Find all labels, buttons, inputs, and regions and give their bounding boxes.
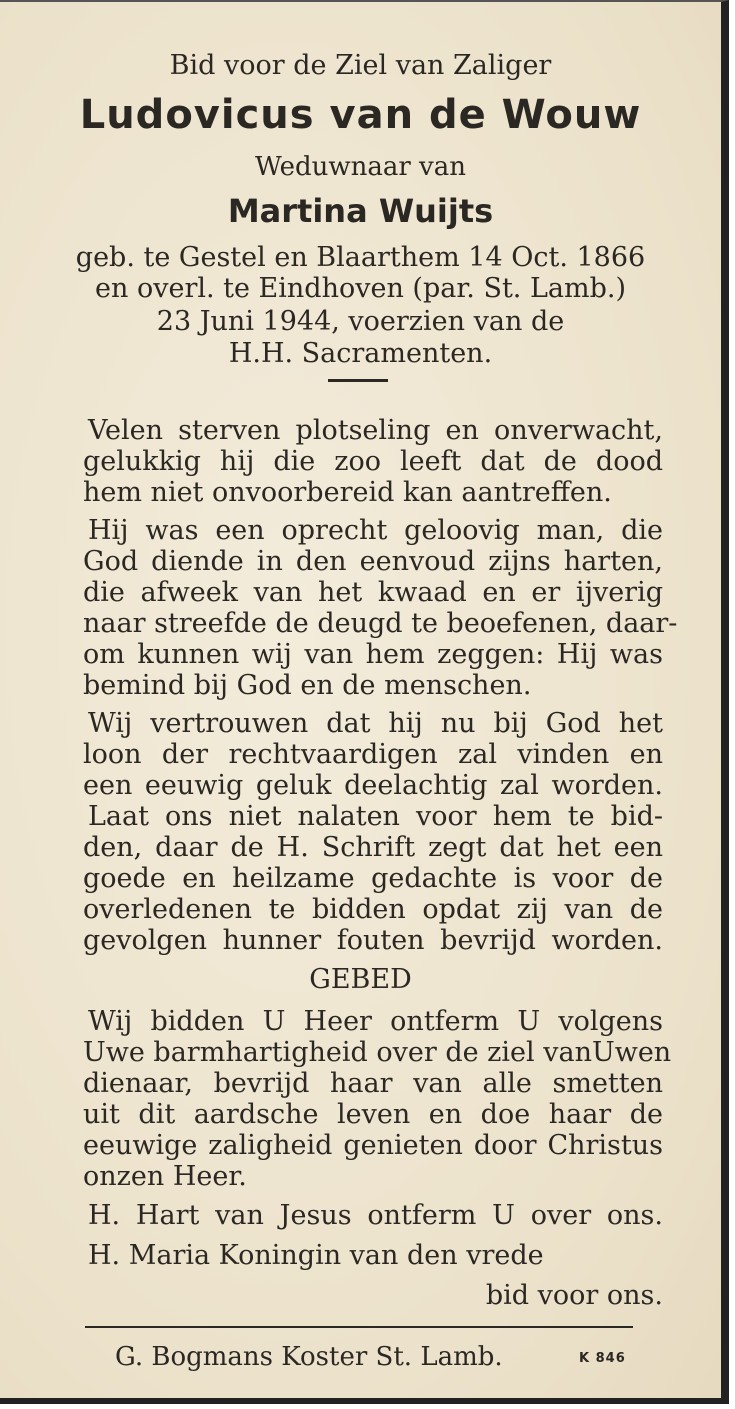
- paragraph-line: een eeuwig geluk deelachtig zal worden.: [83, 770, 663, 801]
- paragraph-line: God diende in den eenvoud zijns harten,: [83, 546, 663, 577]
- prayer-line: eeuwige zaligheid genieten door Christus: [83, 1130, 663, 1161]
- paragraph-line: overledenen te bidden opdat zij van de: [83, 894, 663, 925]
- prayer-line: dienaar, bevrijd haar van alle smetten: [83, 1068, 663, 1099]
- prayer-line: onzen Heer.: [83, 1161, 247, 1192]
- paragraph-line: om kunnen wij van hem zeggen: Hij was: [83, 639, 663, 670]
- paragraph-line: goede en heilzame gedachte is voor de: [83, 863, 663, 894]
- print-code: K 846: [579, 1351, 626, 1366]
- paragraph-line: Hij was een oprecht geloovig man, die: [88, 515, 663, 546]
- intro-text: Bid voor de Ziel van Zaliger: [169, 50, 552, 81]
- spouse-name: Martina Wuijts: [227, 192, 494, 230]
- prayer-line: Uwe barmhartigheid over de ziel vanUwen: [83, 1037, 672, 1068]
- bio-line: en overl. te Eindhoven (par. St. Lamb.): [95, 273, 626, 304]
- paragraph-line: gelukkig hij die zoo leeft dat de dood: [83, 446, 663, 477]
- paragraph-line: naar streefde de deugd te beoefenen, daar-: [83, 608, 678, 639]
- bio-line: geb. te Gestel en Blaarthem 14 Oct. 1866: [75, 242, 646, 273]
- paragraph-line: Laat ons niet nalaten voor hem te bid-: [88, 801, 663, 832]
- paragraph-line: Velen sterven plotseling en onverwacht,: [88, 415, 663, 446]
- paragraph-line: loon der rechtvaardigen zal vinden en: [83, 739, 663, 770]
- paragraph-line: gevolgen hunner fouten bevrijd worden.: [83, 925, 663, 956]
- invocation-line: H. Hart van Jesus ontferm U over ons.: [88, 1200, 663, 1231]
- bio-line: 23 Juni 1944, voerzien van de: [156, 306, 565, 337]
- relation-text: Weduwnaar van: [254, 152, 466, 182]
- paragraph-line: den, daar de H. Schrift zegt dat het een: [83, 832, 663, 863]
- paragraph-line: die afweek van het kwaad en er ijverig: [83, 577, 663, 608]
- bio-line: H.H. Sacramenten.: [228, 338, 493, 369]
- paragraph-line: hem niet onvoorbereid kan aantreffen.: [83, 477, 612, 508]
- footer-divider: [85, 1326, 633, 1328]
- prayer-line: Wij bidden U Heer ontferm U volgens: [88, 1006, 663, 1037]
- prayer-heading: GEBED: [309, 964, 412, 995]
- invocation-line: H. Maria Koningin van den vrede: [88, 1240, 544, 1271]
- paragraph-line: Wij vertrouwen dat hij nu bij God het: [88, 708, 663, 739]
- prayer-line: uit dit aardsche leven en doe haar de: [83, 1099, 663, 1130]
- paragraph-line: bemind bij God en de menschen.: [83, 670, 532, 701]
- divider-short: [328, 379, 388, 382]
- deceased-name: Ludovicus van de Wouw: [79, 92, 642, 138]
- invocation-line: bid voor ons.: [485, 1280, 663, 1311]
- printer-credit: G. Bogmans Koster St. Lamb.: [115, 1342, 503, 1372]
